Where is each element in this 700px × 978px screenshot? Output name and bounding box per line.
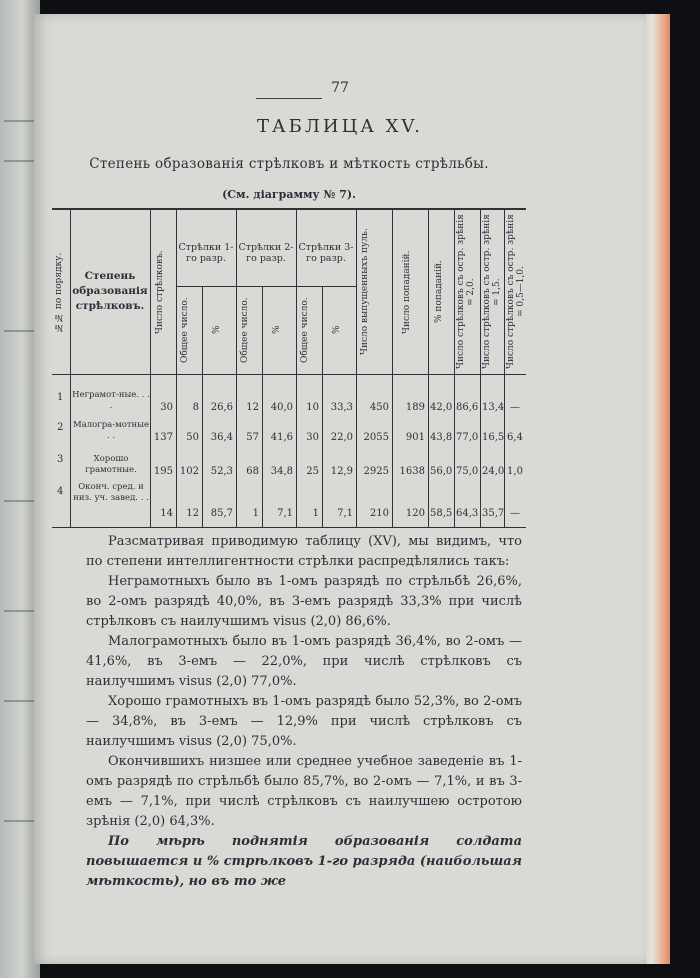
table-cell: 58,5 (430, 508, 453, 519)
page-number: 77 (331, 80, 349, 96)
table-cell: 120 (405, 508, 425, 519)
table-cell: 56,0 (430, 466, 453, 477)
table-subtitle: Степень образованія стрѣлковъ и мѣткость стрѣльбы. (89, 156, 489, 172)
table-note: (См. діаграмму № 7). (222, 188, 356, 201)
paragraph-illiterate: Неграмотныхъ было въ 1-омъ разрядѣ по стрѣльбѣ 26,6%, во 2-омъ разрядѣ 40,0%, въ 3-емъ разрядѣ 33,3% при числѣ стрѣлковъ съ наилучшимъ visus (2,0) 86,6%. (86, 574, 522, 629)
table-title: ТАБЛИЦА XV. (256, 116, 424, 137)
paragraph-conclusion: По мѣрѣ поднятія образованія солдата повышается и % стрѣлковъ 1-го разряда (наибольшая мѣткость), но въ то же (86, 834, 523, 889)
table-cell: 52,3 (210, 466, 233, 477)
paragraph-graduates: Окончившихъ низшее или среднее учебное заведеніе въ 1-омъ разрядѣ по стрѣльбѣ было 85,7%, во 2-омъ — 7,1%, и въ 3-емъ — 7,1%, при числѣ стрѣлковъ съ наилучшею остротою зрѣнія (2,0) 64,3%. (86, 754, 522, 829)
table-cell: 12 (186, 508, 199, 519)
header-acuity-1-5: Число стрѣлковъ съ остр. зрѣнія = 1,5. (482, 214, 502, 370)
table-cell: 26,6 (210, 402, 233, 413)
table-cell: 195 (153, 466, 173, 477)
table-cell: 12,9 (330, 466, 353, 477)
table-cell: 2055 (363, 432, 389, 443)
row-1-no: 1 (57, 392, 64, 403)
table-cell: 12 (246, 402, 259, 413)
table-cell: 30 (306, 432, 319, 443)
page-number-rule (256, 98, 322, 99)
table-cell: 34,8 (270, 466, 293, 477)
table-cell: 7,1 (277, 508, 293, 519)
table-cell: 1 (252, 508, 259, 519)
table-cell: 64,3 (456, 508, 479, 519)
header-count-1: Общее число. (180, 297, 190, 363)
table-cell: 86,6 (456, 402, 479, 413)
header-percent-2: % (272, 325, 282, 335)
table-cell: 57 (246, 432, 259, 443)
row-2-label: Малогра-мотные . . (72, 420, 149, 441)
table-cell: 16,5 (482, 432, 505, 443)
data-table (52, 206, 526, 528)
header-hits: Число попаданій. (402, 250, 412, 334)
table-bottom-rule (52, 527, 526, 528)
paragraph-intro: Разсматривая приводимую таблицу (XV), мы видимъ, что по степени интеллигентности стрѣлки распредѣлялись такъ: (86, 534, 522, 569)
body-text (86, 532, 522, 892)
table-cell: 189 (405, 402, 425, 413)
table-cell: 1638 (399, 466, 425, 477)
table-cell: 41,6 (270, 432, 293, 443)
table-cell: 210 (369, 508, 389, 519)
table-cell: 40,0 (270, 402, 293, 413)
table-cell: 14 (160, 508, 173, 519)
header-group-1: Стрѣлки 1-го разр. (178, 242, 234, 264)
header-percent-3: % (332, 325, 342, 335)
table-cell: 1 (312, 508, 319, 519)
table-cell: 85,7 (210, 508, 233, 519)
header-count-2: Общее число. (240, 297, 250, 363)
paragraph-literate: Хорошо грамотныхъ въ 1-омъ разрядѣ было 52,3%, во 2-омъ — 34,8%, въ 3-емъ — 12,9% при числѣ стрѣлковъ съ наилучшимъ visus (2,0) 75,0%. (86, 694, 522, 749)
table-cell: 102 (179, 466, 199, 477)
row-3-no: 3 (57, 454, 64, 465)
table-cell: 137 (153, 432, 173, 443)
header-total: Число стрѣлковъ. (155, 250, 165, 334)
table-cell: 30 (160, 402, 173, 413)
header-count-3: Общее число. (300, 297, 310, 363)
table-cell: 7,1 (337, 508, 353, 519)
table-cell: 68 (246, 466, 259, 477)
table-cell: 1,0 (507, 466, 523, 477)
header-percent-1: % (212, 325, 222, 335)
table-cell: 36,4 (210, 432, 233, 443)
table-cell: 35,7 (482, 508, 505, 519)
paragraph-semi-literate: Малограмотныхъ было въ 1-омъ разрядѣ 36,4%, во 2-омъ — 41,6%, въ 3-емъ — 22,0%, при числѣ стрѣлковъ съ наилучшимъ visus (2,0) 77,0%. (86, 634, 522, 689)
header-acuity-2-0: Число стрѣлковъ съ остр. зрѣнія = 2,0. (456, 214, 476, 370)
row-4-label: Оконч. сред. и низ. уч. завед. . . (73, 482, 149, 503)
header-acuity-0-5: Число стрѣлковъ съ остр. зрѣнія = 0,5—1,0. (506, 214, 526, 370)
header-group-3: Стрѣлки 3-го разр. (298, 242, 354, 264)
table-cell: 2925 (363, 466, 389, 477)
table-cell: 6,4 (507, 432, 523, 443)
header-row-no: №№ по порядку. (54, 252, 64, 332)
row-4-no: 4 (57, 486, 64, 497)
group-subheader-rule (176, 286, 356, 287)
header-hit-percent: % попаданій. (434, 260, 444, 324)
document-page (34, 14, 646, 964)
table-cell: 901 (405, 432, 425, 443)
table-cell: — (510, 508, 520, 519)
row-1-label: Неграмот-ные. . . . (72, 390, 150, 411)
table-cell: 77,0 (456, 432, 479, 443)
table-cell: 43,8 (430, 432, 453, 443)
row-2-no: 2 (57, 422, 64, 433)
row-3-label: Хорошо грамотные. (85, 454, 137, 475)
table-cell: 8 (192, 402, 199, 413)
table-cell: 10 (306, 402, 319, 413)
table-cell: 13,4 (482, 402, 505, 413)
table-cell: 42,0 (430, 402, 453, 413)
header-category: Степень образованія стрѣлковъ. (72, 269, 148, 312)
table-cell: 450 (369, 402, 389, 413)
table-cell: 22,0 (330, 432, 353, 443)
table-cell: — (510, 402, 520, 413)
header-shots: Число выпущенныхъ пуль. (360, 228, 370, 356)
table-cell: 50 (186, 432, 199, 443)
table-cell: 33,3 (330, 402, 353, 413)
table-cell: 24,0 (482, 466, 505, 477)
table-cell: 25 (306, 466, 319, 477)
header-group-2: Стрѣлки 2-го разр. (238, 242, 294, 264)
table-cell: 75,0 (456, 466, 479, 477)
